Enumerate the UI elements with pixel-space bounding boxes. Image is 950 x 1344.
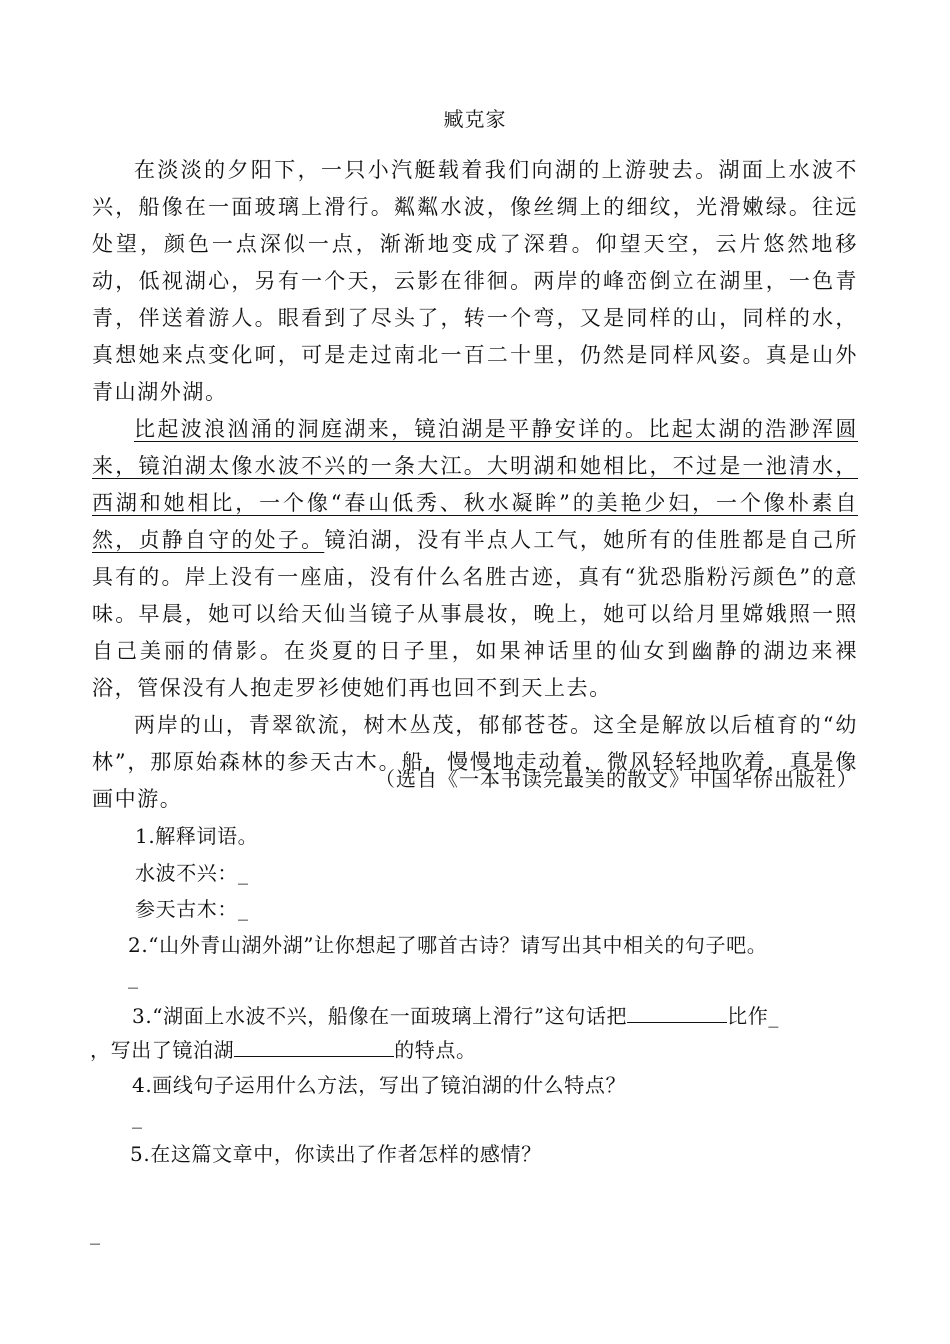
question-5: 5.在这篇文章中，你读出了作者怎样的感情？ <box>130 1142 542 1166</box>
question-1b-answer-line[interactable]: 参天古木：_ <box>135 897 249 921</box>
source-citation: （选自《一本书读完最美的散文》中国华侨出版社） <box>375 767 858 791</box>
question-3-line-2 <box>90 1034 477 1063</box>
question-3-text-a: 3.“湖面上水波不兴，船像在一面玻璃上滑行”这句话把 <box>132 1004 628 1028</box>
question-3-text-d: 的特点。 <box>394 1038 477 1062</box>
question-1: 1.解释词语。 <box>135 824 259 848</box>
question-1a-answer-line[interactable]: 水波不兴：_ <box>135 861 249 885</box>
underlined-sentences: 比起波浪汹涌的洞庭湖来，镜泊湖是平静安详的。比起太湖的浩渺浑圆来，镜泊湖太像水波不兴的一条大江。大明湖和她相比，不过是一池清水，西湖和她相比，一个像“春山低秀、秋水凝眸”的美艳少妇，一个像朴素自然，贞静自守的处子。 <box>92 417 858 552</box>
question-3-line-1 <box>132 1000 779 1029</box>
question-3-text-c: ，写出了镜泊湖 <box>90 1038 235 1062</box>
paragraph-2 <box>92 411 858 707</box>
question-5-answer-blank[interactable]: _ <box>90 1221 101 1245</box>
paragraph-2-rest: 镜泊湖，没有半点人工气，她所有的佳胜都是自己所具有的。岸上没有一座庙，没有什么名胜古迹，真有“犹恐脂粉污颜色”的意味。早晨，她可以给天仙当镜子从事晨妆，晚上，她可以给月里嫦娥照一照自己美丽的倩影。在炎夏的日子里，如果神话里的仙女到幽静的湖边来裸浴，管保没有人抱走罗衫使她们再也回不到天上去。 <box>92 528 858 700</box>
question-2-answer-blank[interactable]: _ <box>128 965 139 989</box>
question-4-answer-blank[interactable]: _ <box>132 1105 143 1129</box>
passage <box>92 152 858 818</box>
paragraph-3: 两岸的山，青翠欲流，树木丛茂，郁郁苍苍。这全是解放以后植育的“幼林”，那原始森林的参天古木。船，慢慢地走动着，微风轻轻地吹着，真是像画中游。 <box>92 713 858 811</box>
question-3-text-b: 比作_ <box>727 1004 779 1028</box>
question-4: 4.画线句子运用什么方法，写出了镜泊湖的什么特点？ <box>132 1073 627 1097</box>
question-3-blank-1[interactable] <box>627 1002 727 1023</box>
question-2: 2.“山外青山湖外湖”让你想起了哪首古诗？请写出其中相关的句子吧。 <box>128 933 768 957</box>
paragraph-1: 在淡淡的夕阳下，一只小汽艇载着我们向湖的上游驶去。湖面上水波不兴，船像在一面玻璃上滑行。粼粼水波，像丝绸上的细纹，光滑嫩绿。往远处望，颜色一点深似一点，渐渐地变成了深碧。仰望天空，云片悠然地移动，低视湖心，另有一个天，云影在徘徊。两岸的峰峦倒立在湖里，一色青青，伴送着游人。眼看到了尽头了，转一个弯，又是同样的山，同样的水，真想她来点变化呵，可是走过南北一百二十里，仍然是同样风姿。真是山外青山湖外湖。 <box>92 158 858 404</box>
question-3-blank-2[interactable] <box>234 1036 394 1057</box>
author-name: 臧克家 <box>443 107 507 131</box>
